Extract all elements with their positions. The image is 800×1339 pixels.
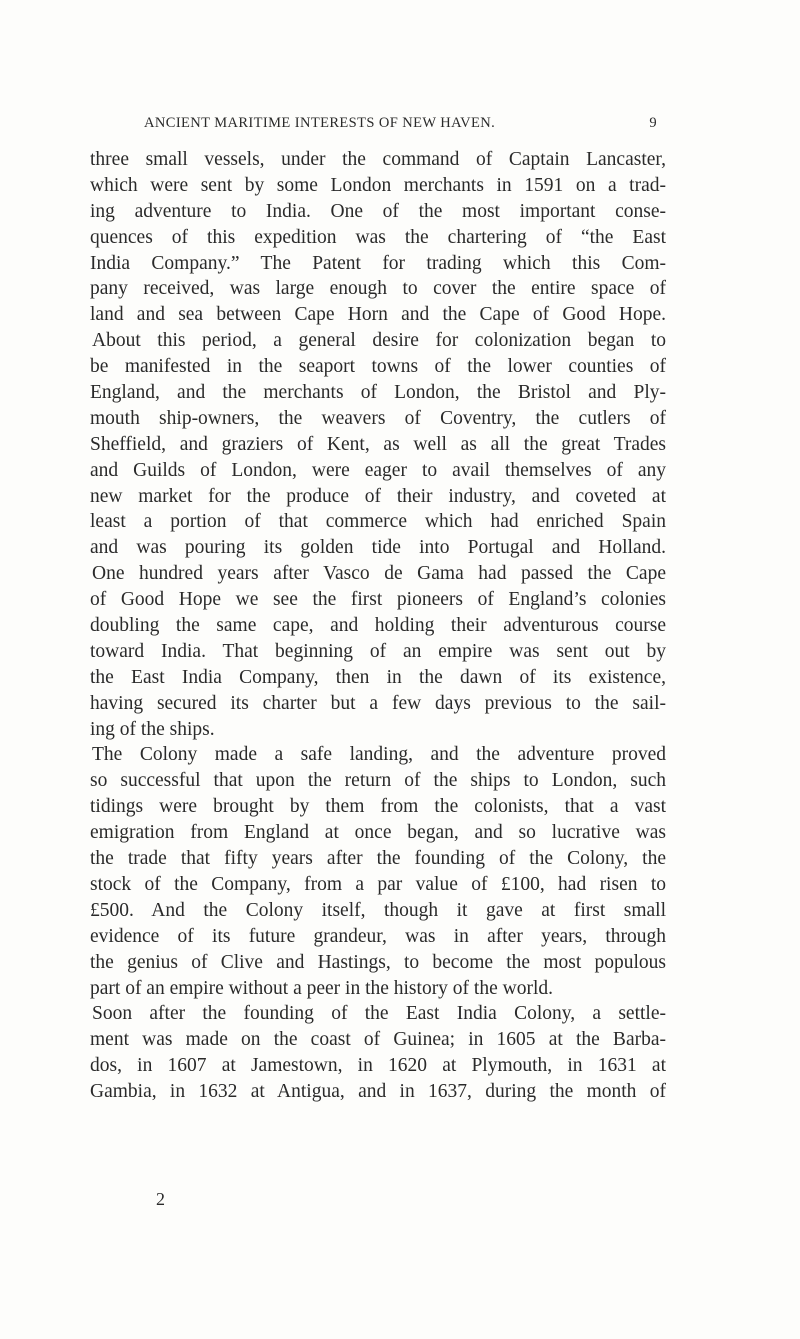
text-line: Soon after the founding of the East India Colony, a settle- — [92, 1003, 666, 1025]
page-number: 9 — [649, 115, 657, 131]
text-line: the genius of Clive and Hastings, to become the most populous — [90, 951, 666, 973]
text-line: The Colony made a safe landing, and the adventure proved — [92, 744, 666, 766]
text-line: ing of the ships. — [90, 718, 215, 740]
text-line: having secured its charter but a few days previous to the sail- — [90, 692, 666, 714]
text-line: least a portion of that commerce which had enriched Spain — [90, 511, 666, 533]
text-line: About this period, a general desire for colonization began to — [92, 330, 666, 352]
text-line: tidings were brought by them from the colonists, that a vast — [90, 796, 666, 818]
text-line: land and sea between Cape Horn and the Cape of Good Hope. — [90, 304, 666, 326]
text-line: and was pouring its golden tide into Portugal and Holland. — [90, 537, 666, 559]
text-line: and Guilds of London, were eager to avail themselves of any — [90, 459, 666, 481]
running-head-title: ANCIENT MARITIME INTERESTS OF NEW HAVEN. — [144, 115, 496, 131]
text-line: quences of this expedition was the chartering of “the East — [90, 226, 666, 248]
text-line: three small vessels, under the command of Captain Lancaster, — [90, 149, 666, 170]
text-line: of Good Hope we see the first pioneers of England’s colonies — [90, 589, 666, 611]
text-line: pany received, was large enough to cover the entire space of — [90, 278, 666, 300]
text-line: ing adventure to India. One of the most important conse- — [90, 200, 666, 222]
text-line: part of an empire without a peer in the history of the world. — [90, 977, 553, 999]
text-line: dos, in 1607 at Jamestown, in 1620 at Plymouth, in 1631 at — [90, 1055, 666, 1077]
text-line: the East India Company, then in the dawn of its existence, — [90, 666, 666, 688]
text-line: the trade that fifty years after the founding of the Colony, the — [90, 848, 666, 870]
body-text — [90, 147, 666, 1105]
text-line: Gambia, in 1632 at Antigua, and in 1637, during the month of — [90, 1081, 666, 1103]
text-line: £500. And the Colony itself, though it gave at first small — [90, 899, 666, 921]
text-line: so successful that upon the return of the ships to London, such — [90, 770, 666, 792]
text-line: doubling the same cape, and holding their adventurous course — [90, 615, 666, 637]
running-head — [144, 115, 657, 135]
text-line: England, and the merchants of London, the Bristol and Ply- — [90, 382, 666, 404]
signature-mark: 2 — [156, 1189, 165, 1209]
text-line: mouth ship-owners, the weavers of Coventry, the cutlers of — [90, 407, 666, 429]
text-line: Sheffield, and graziers of Kent, as well as all the great Trades — [90, 433, 666, 455]
text-line: India Company.” The Patent for trading which this Com- — [90, 252, 666, 274]
text-line: stock of the Company, from a par value of £100, had risen to — [90, 873, 666, 895]
text-line: which were sent by some London merchants in 1591 on a trad- — [90, 174, 666, 196]
text-line: emigration from England at once began, and so lucrative was — [90, 822, 666, 844]
text-line: new market for the produce of their industry, and coveted at — [90, 485, 666, 507]
text-line: evidence of its future grandeur, was in after years, through — [90, 925, 666, 947]
text-line: ment was made on the coast of Guinea; in 1605 at the Barba- — [90, 1029, 666, 1051]
text-line: toward India. That beginning of an empire was sent out by — [90, 640, 666, 662]
text-line: be manifested in the seaport towns of the lower counties of — [90, 356, 666, 378]
text-line: One hundred years after Vasco de Gama had passed the Cape — [92, 563, 666, 585]
